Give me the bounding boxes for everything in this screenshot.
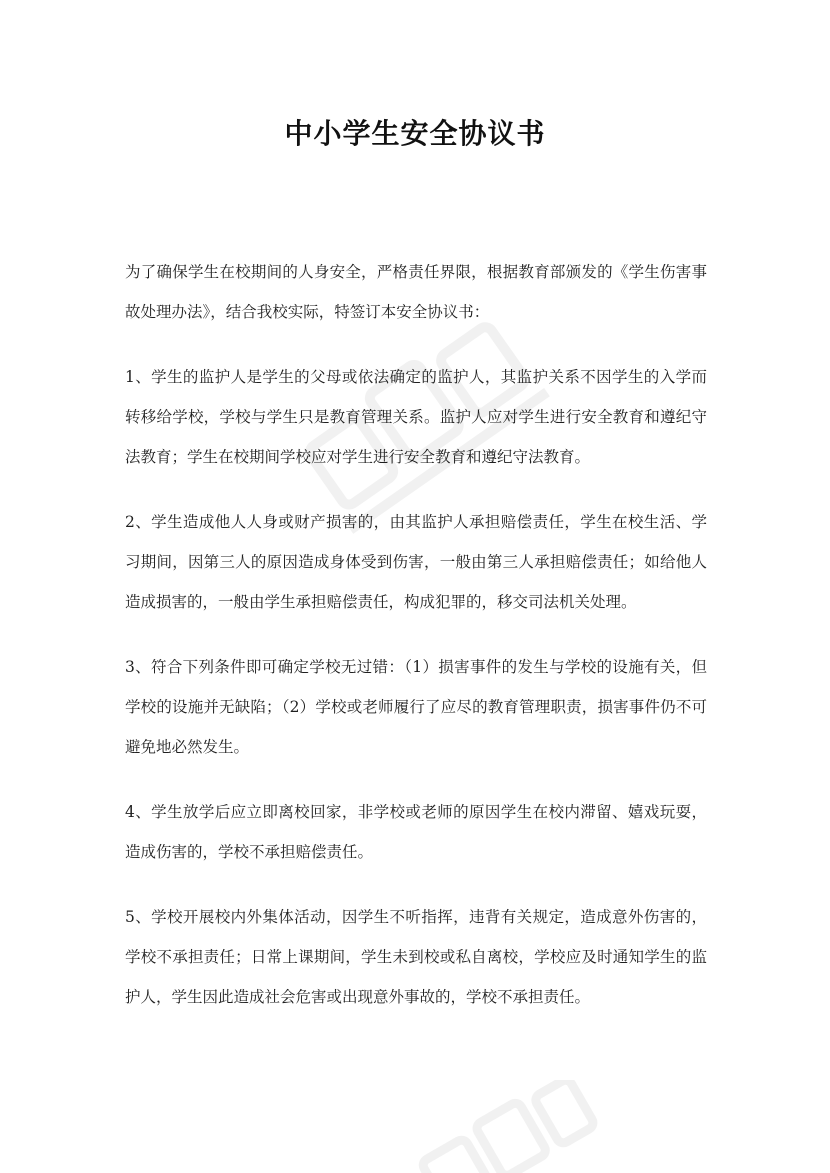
clause-3-paragraph: 3、符合下列条件即可确定学校无过错：（1）损害事件的发生与学校的设施有关，但学校的设施并无缺陷；（2）学校或老师履行了应尽的教育管理职责，损害事件仍不可避免地必然发生。 <box>125 658 707 756</box>
clause-5-paragraph: 5、学校开展校内外集体活动，因学生不听指挥，违背有关规定，造成意外伤害的，学校不承担责任；日常上课期间，学生未到校或私自离校，学校应及时通知学生的监护人，学生因此造成社会危害或出现意外事故的，学校不承担责任。 <box>125 908 707 1006</box>
intro-paragraph: 为了确保学生在校期间的人身安全，严格责任界限，根据教育部颁发的《学生伤害事故处理办法》，结合我校实际，特签订本安全协议书： <box>125 263 707 321</box>
clause-1-paragraph: 1、学生的监护人是学生的父母或依法确定的监护人，其监护关系不因学生的入学而转移给学校，学校与学生只是教育管理关系。监护人应对学生进行安全教育和遵纪守法教育；学生在校期间学校应对学生进行安全教育和遵纪守法教育。 <box>125 368 707 466</box>
clause-4-paragraph: 4、学生放学后应立即离校回家，非学校或老师的原因学生在校内滞留、嬉戏玩耍，造成伤害的，学校不承担赔偿责任。 <box>125 803 707 861</box>
watermark-graphic-bottom <box>400 1080 600 1173</box>
document-body <box>125 252 707 1042</box>
clause-2-paragraph: 2、学生造成他人人身或财产损害的，由其监护人承担赔偿责任，学生在校生活、学习期间，因第三人的原因造成身体受到伤害，一般由第三人承担赔偿责任；如给他人造成损害的，一般由学生承担赔偿责任，构成犯罪的，移交司法机关处理。 <box>125 513 707 611</box>
document-title: 中小学生安全协议书 <box>284 117 546 150</box>
